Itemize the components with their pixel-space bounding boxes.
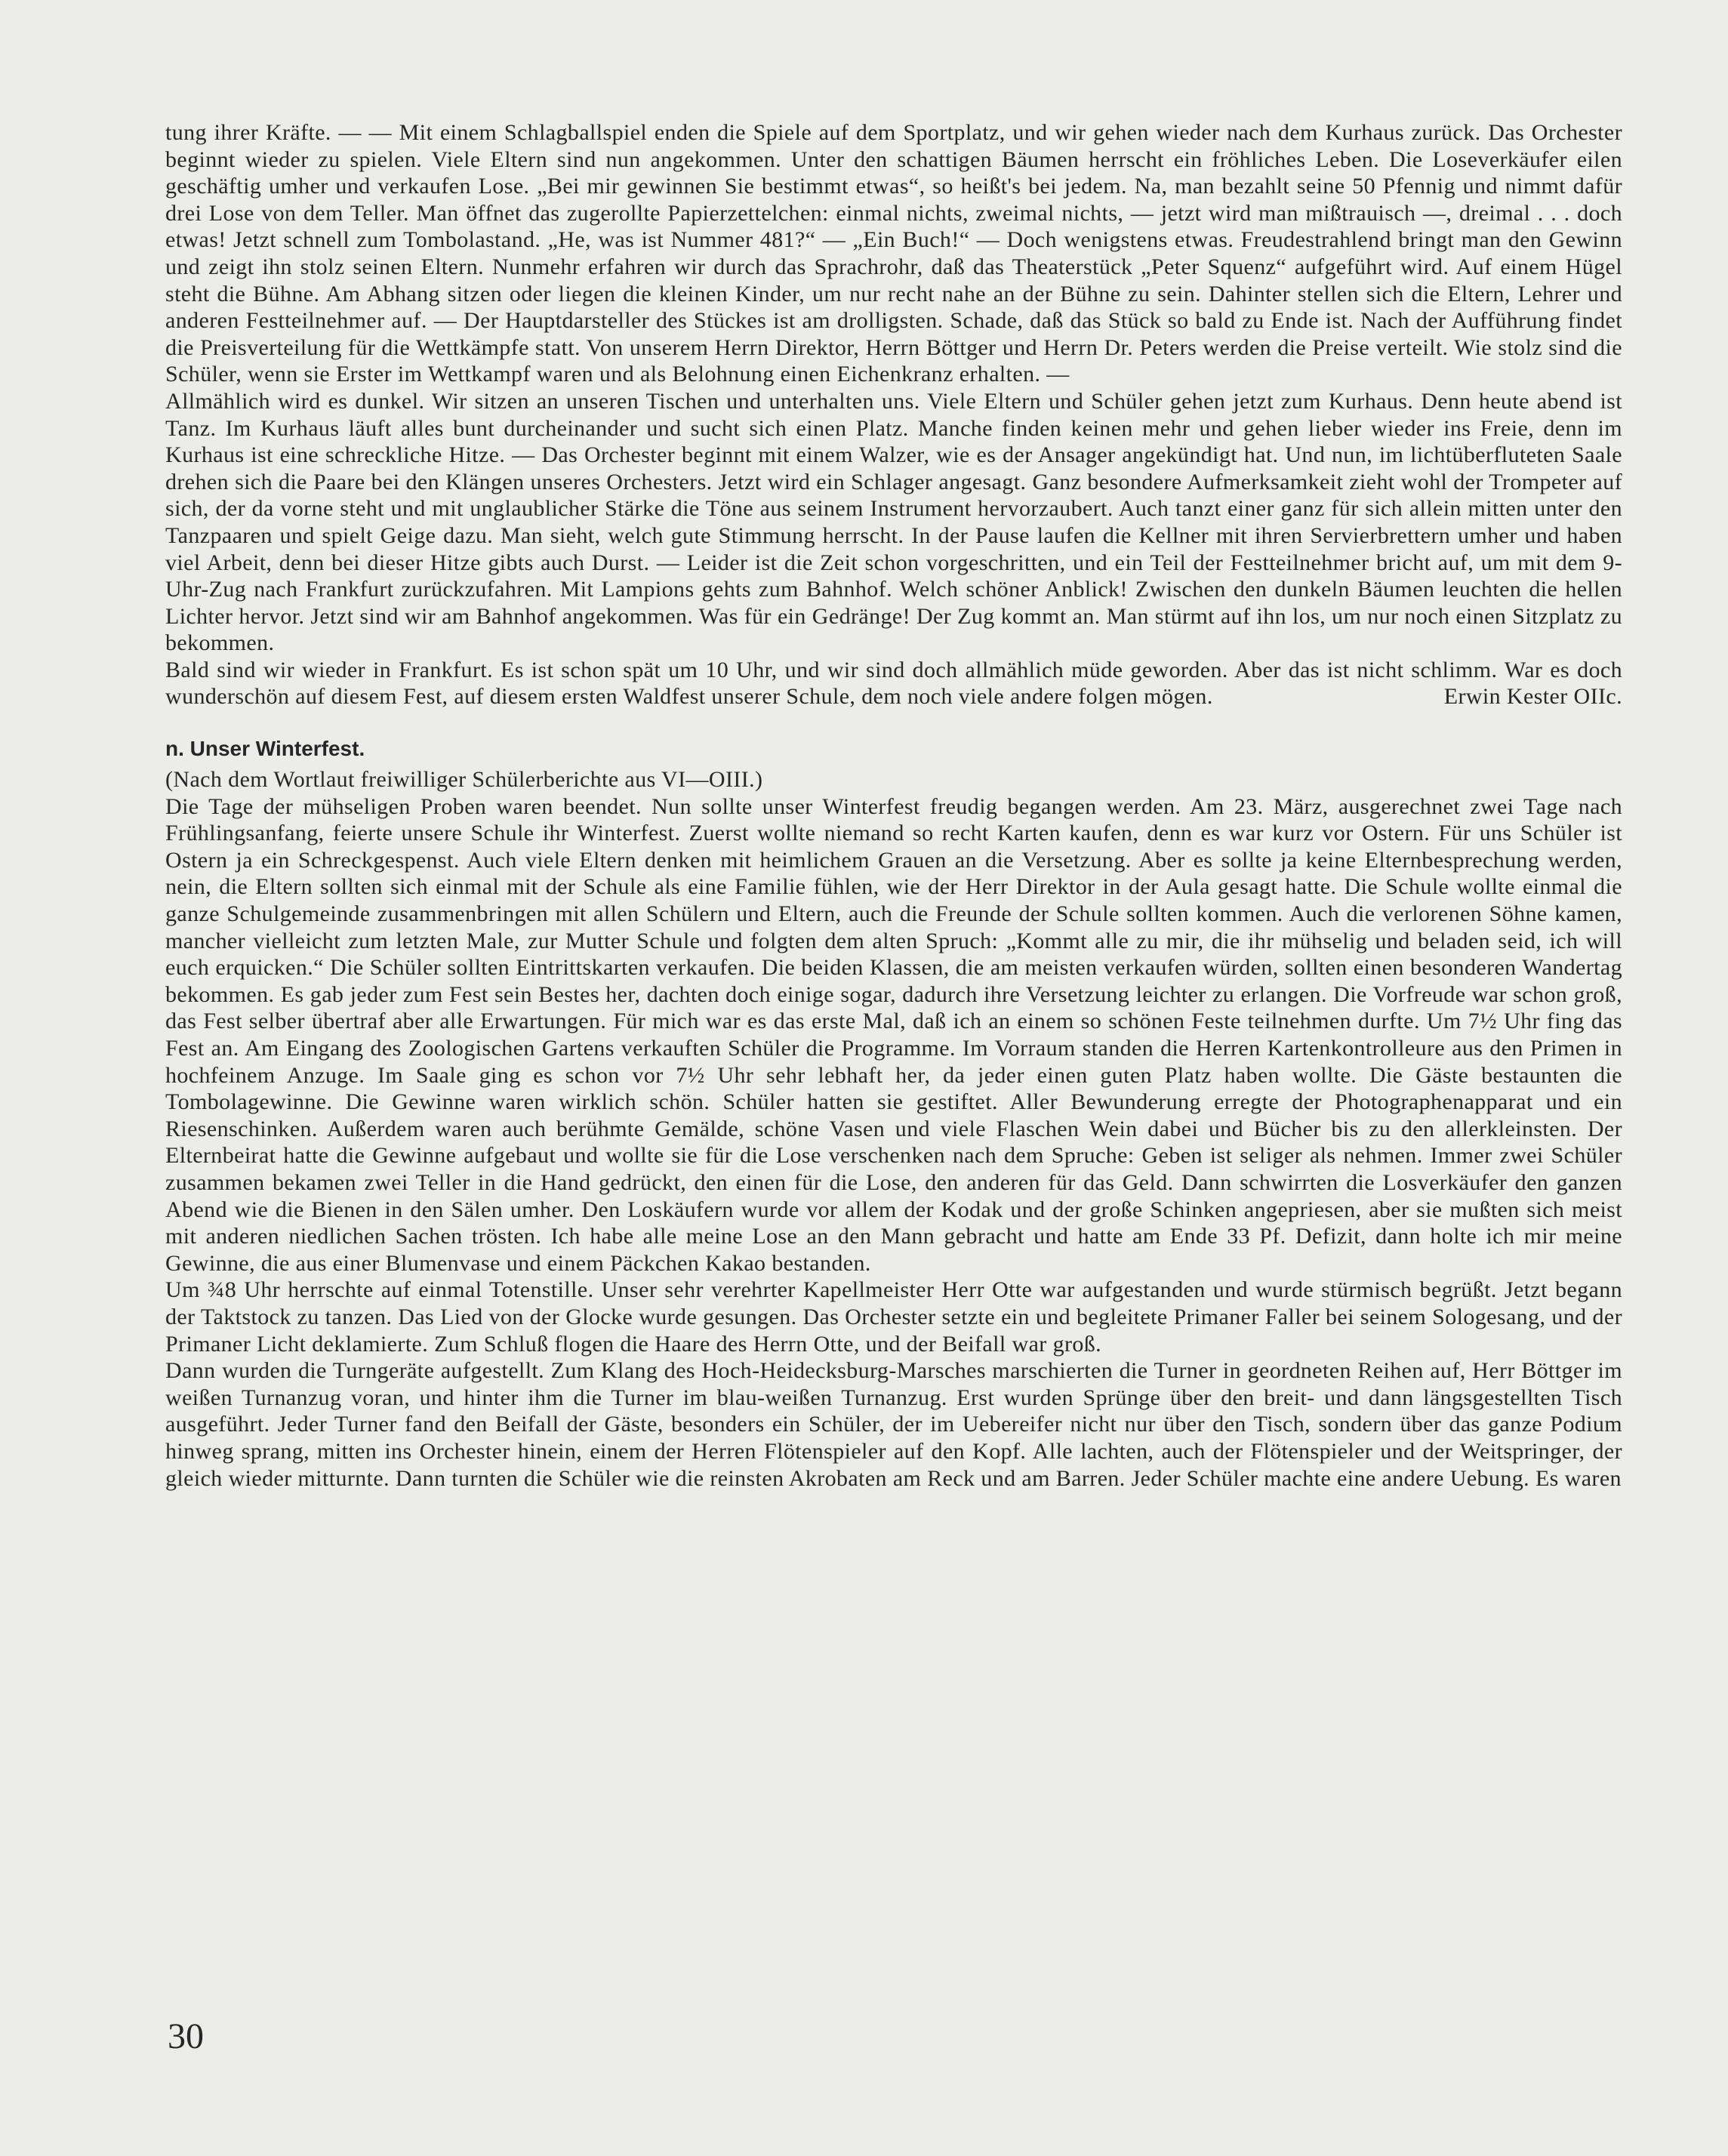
section-heading: n. Unser Winterfest. [165, 737, 365, 761]
page-number: 30 [168, 2016, 204, 2056]
paragraph: Allmählich wird es dunkel. Wir sitzen an unseren Tischen und unterhalten uns. Viele Eltern und Schüler gehen jetzt zum Kurhaus. Denn heute abend ist Tanz. Im Kurhaus läuft alles bunt durcheinander und sucht sich einen Platz. Manche finden keinen mehr und gehen lieber wieder ins Freie, denn im Kurhaus ist eine schreckliche Hitze. — Das Orchester beginnt mit einem Walzer, wie es der Ansager angekündigt hat. Und nun, im lichtüberfluteten Saale drehen sich die Paare bei den Klängen unseres Orchesters. Jetzt wird ein Schlager angesagt. Ganz besondere Aufmerksamkeit zieht wohl der Trompeter auf sich, der da vorne steht und mit unglaublicher Stärke die Töne aus seinem Instrument hervorzaubert. Auch tanzt einer ganz für sich allein mitten unter den Tanzpaaren und spielt Geige dazu. Man sieht, welch gute Stimmung herrscht. In der Pause laufen die Kellner mit ihren Servierbrettern umher und haben viel Arbeit, denn bei dieser Hitze gibts auch Durst. — Leider ist die Zeit schon vorgeschritten, und ein Teil der Festteilnehmer bricht auf, um mit dem 9-Uhr-Zug nach Frankfurt zurückzufahren. Mit Lampions gehts zum Bahnhof. Welch schöner Anblick! Zwischen den dunkeln Bäumen leuchten die hellen Lichter hervor. Jetzt sind wir am Bahnhof angekommen. Was für ein Gedränge! Der Zug kommt an. Man stürmt auf ihn los, um nur noch einen Sitzplatz zu bekommen. [165, 388, 1622, 656]
section-subtitle: (Nach dem Wortlaut freiwilliger Schülerberichte aus VI—OIII.) [165, 767, 763, 793]
paragraph: tung ihrer Kräfte. — — Mit einem Schlagballspiel enden die Spiele auf dem Sportplatz, und wir gehen wieder nach dem Kurhaus zurück. Das Orchester beginnt wieder zu spielen. Viele Eltern sind nun angekommen. Unter den schattigen Bäumen herrscht ein fröhliches Leben. Die Loseverkäufer eilen geschäftig umher und verkaufen Lose. „Bei mir gewinnen Sie bestimmt etwas“, so heißt's bei jedem. Na, man bezahlt seine 50 Pfennig und nimmt dafür drei Lose von dem Teller. Man öffnet das zugerollte Papierzettelchen: einmal nichts, zweimal nichts, — jetzt wird man mißtrauisch —, dreimal . . . doch etwas! Jetzt schnell zum Tombolastand. „He, was ist Nummer 481?“ — „Ein Buch!“ — Doch wenigstens etwas. Freudestrahlend bringt man den Gewinn und zeigt ihn stolz seinen Eltern. Nunmehr erfahren wir durch das Sprachrohr, daß das Theaterstück „Peter Squenz“ aufgeführt wird. Auf einem Hügel steht die Bühne. Am Abhang sitzen oder liegen die kleinen Kinder, um nur recht nahe an der Bühne zu sein. Dahinter stellen sich die Eltern, Lehrer und anderen Festteilnehmer auf. — Der Hauptdarsteller des Stückes ist am drolligsten. Schade, daß das Stück so bald zu Ende ist. Nach der Aufführung findet die Preisverteilung für die Wettkämpfe statt. Von unserem Herrn Direktor, Herrn Böttger und Herrn Dr. Peters werden die Preise verteilt. Wie stolz sind die Schüler, wenn sie Erster im Wettkampf waren und als Belohnung einen Eichenkranz erhalten. — [165, 120, 1622, 387]
winterfest-section [165, 766, 1622, 1492]
paragraph: Um ¾8 Uhr herrschte auf einmal Totenstille. Unser sehr verehrter Kapellmeister Herr Otte war aufgestanden und wurde stürmisch begrüßt. Jetzt begann der Taktstock zu tanzen. Das Lied von der Glocke wurde gesungen. Das Orchester setzte ein und begleitete Primaner Faller bei seinem Sologesang, und der Primaner Licht deklamierte. Zum Schluß flogen die Haare des Herrn Otte, und der Beifall war groß. [165, 1277, 1622, 1357]
paragraph: Bald sind wir wieder in Frankfurt. Es ist schon spät um 10 Uhr, und wir sind doch allmählich müde geworden. Aber das ist nicht schlimm. War es doch wunderschön auf diesem Fest, auf diesem ersten Waldfest unserer Schule, dem noch viele andere folgen mögen. [165, 657, 1622, 710]
author-signature: Erwin Kester OIIc. [1443, 684, 1622, 710]
paragraph: Die Tage der mühseligen Proben waren beendet. Nun sollte unser Winterfest freudig begangen werden. Am 23. März, ausgerechnet zwei Tage nach Frühlingsanfang, feierte unsere Schule ihr Winterfest. Zuerst wollte niemand so recht Karten kaufen, denn es war kurz vor Ostern. Für uns Schüler ist Ostern ja ein Schreckgespenst. Auch viele Eltern denken mit heimlichem Grauen an die Versetzung. Aber es sollte ja keine Elternbesprechung werden, nein, die Eltern sollten sich einmal mit der Schule als eine Familie fühlen, wie der Herr Direktor in der Aula gesagt hatte. Die Schule wollte einmal die ganze Schulgemeinde zusammenbringen mit allen Schülern und Eltern, auch die Freunde der Schule sollten kommen. Auch die verlorenen Söhne kamen, mancher vielleicht zum letzten Male, zur Mutter Schule und folgten dem alten Spruch: „Kommt alle zu mir, die ihr mühselig und beladen seid, ich will euch erquicken.“ Die Schüler sollten Eintrittskarten verkaufen. Die beiden Klassen, die am meisten verkaufen würden, sollten einen besonderen Wandertag bekommen. Es gab jeder zum Fest sein Bestes her, dachten doch einige sogar, dadurch ihre Versetzung leichter zu erlangen. Die Vorfreude war schon groß, das Fest selber übertraf aber alle Erwartungen. Für mich war es das erste Mal, daß ich an einem so schönen Feste teilnehmen durfte. Um 7½ Uhr fing das Fest an. Am Eingang des Zoologischen Gartens verkauften Schüler die Programme. Im Vorraum standen die Herren Kartenkontrolleure aus den Primen in hochfeinem Anzuge. Im Saale ging es schon vor 7½ Uhr sehr lebhaft her, da jeder einen guten Platz haben wollte. Die Gäste bestaunten die Tombolagewinne. Die Gewinne waren wirklich schön. Schüler hatten sie gestiftet. Aller Bewunderung erregte der Photographenapparat und ein Riesenschinken. Außerdem waren auch berühmte Gemälde, schöne Vasen und viele Flaschen Wein dabei und Bücher bis zu den allerkleinsten. Der Elternbeirat hatte die Gewinne aufgebaut und wollte sie für die Lose verschenken nach dem Spruche: Geben ist seliger als nehmen. Immer zwei Schüler zusammen bekamen zwei Teller in die Hand gedrückt, den einen für die Lose, den anderen für das Geld. Dann schwirrten die Losverkäufer den ganzen Abend wie die Bienen in den Sälen umher. Den Loskäufern wurde vor allem der Kodak und der große Schinken angepriesen, aber sie mußten sich meist mit anderen niedlichen Sachen trösten. Ich habe alle meine Lose an den Mann gebracht und hatte am Ende 33 Pf. Defizit, dann holte ich mir meine Gewinne, die aus einer Blumenvase und einem Päckchen Kakao bestanden. [165, 793, 1622, 1276]
paragraph: Dann wurden die Turngeräte aufgestellt. Zum Klang des Hoch-Heidecksburg-Marsches marschierten die Turner in geordneten Reihen auf, Herr Böttger im weißen Turnanzug voran, und hinter ihm die Turner im blau-weißen Turnanzug. Erst wurden Sprünge über den breit- und dann längsgestellten Tisch ausgeführt. Jeder Turner fand den Beifall der Gäste, besonders ein Schüler, der im Uebereifer nicht nur über den Tisch, sondern über das ganze Podium hinweg sprang, mitten ins Orchester hinein, einem der Herren Flötenspieler auf den Kopf. Alle lachten, auch der Flötenspieler und der Weitspringer, der gleich wieder mitturnte. Dann turnten die Schüler wie die reinsten Akrobaten am Reck und am Barren. Jeder Schüler machte eine andere Uebung. Es waren [165, 1358, 1622, 1491]
page-text-column [165, 119, 1622, 1492]
article-continuation [165, 119, 1622, 710]
